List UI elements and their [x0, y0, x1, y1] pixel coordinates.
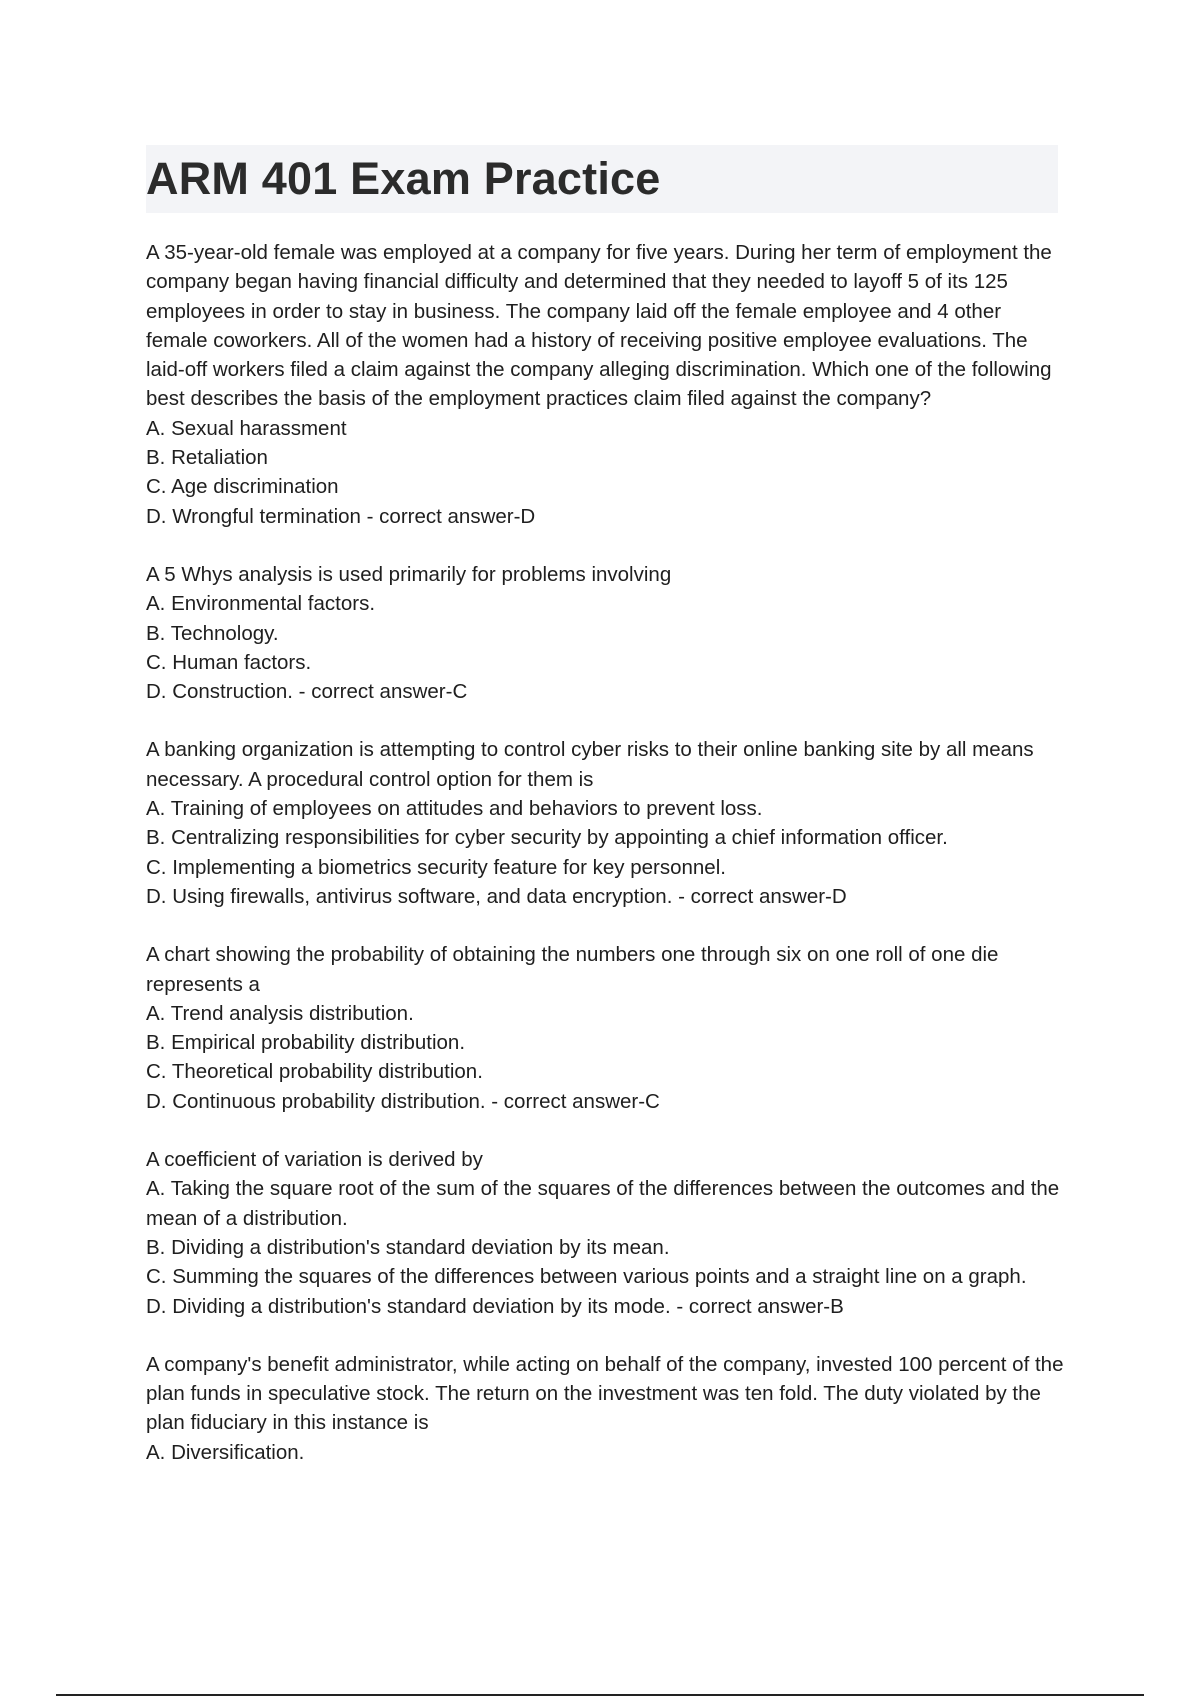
answer-option-d: D. Continuous probability distribution. - correct answer-C	[146, 1089, 660, 1113]
answer-option-c: C. Implementing a biometrics security feature for key personnel.	[146, 855, 726, 879]
answer-option-a: A. Environmental factors.	[146, 592, 376, 616]
question-1	[146, 238, 1066, 531]
question-2	[146, 560, 1066, 706]
answer-option-c: C. Summing the squares of the differences between various points and a straight line on a graph.	[146, 1265, 1027, 1289]
answer-option-c: C. Theoretical probability distribution.	[146, 1060, 483, 1084]
question-stem: A banking organization is attempting to control cyber risks to their online banking site by all means necessary. A procedural control option for them is	[146, 738, 1034, 791]
question-5	[146, 1145, 1066, 1321]
question-stem: A coefficient of variation is derived by	[146, 1148, 483, 1172]
answer-option-b: B. Retaliation	[146, 446, 268, 470]
question-3	[146, 735, 1066, 911]
question-6	[146, 1350, 1066, 1467]
answer-option-d: D. Dividing a distribution's standard deviation by its mode. - correct answer-B	[146, 1294, 844, 1318]
answer-option-a: A. Trend analysis distribution.	[146, 1001, 414, 1025]
answer-option-c: C. Human factors.	[146, 650, 312, 674]
question-list	[146, 238, 1066, 1496]
answer-option-d: D. Using firewalls, antivirus software, and data encryption. - correct answer-D	[146, 884, 847, 908]
question-stem: A 5 Whys analysis is used primarily for problems involving	[146, 562, 672, 586]
answer-option-a: A. Sexual harassment	[146, 416, 347, 440]
answer-option-b: B. Dividing a distribution's standard deviation by its mean.	[146, 1235, 670, 1259]
question-4	[146, 940, 1066, 1116]
answer-option-b: B. Technology.	[146, 621, 279, 645]
page-title: ARM 401 Exam Practice	[146, 153, 661, 204]
question-stem: A chart showing the probability of obtaining the numbers one through six on one roll of one die represents a	[146, 943, 999, 996]
answer-option-b: B. Centralizing responsibilities for cyber security by appointing a chief information officer.	[146, 826, 948, 850]
title-banner	[146, 145, 1058, 213]
answer-option-a: A. Diversification.	[146, 1440, 305, 1464]
answer-option-d: D. Construction. - correct answer-C	[146, 680, 468, 704]
answer-option-a: A. Training of employees on attitudes and behaviors to prevent loss.	[146, 797, 763, 821]
question-stem: A company's benefit administrator, while acting on behalf of the company, invested 100 percent of the plan funds in speculative stock. The return on the investment was ten fold. The duty violated by the plan fiduciary in this instance is	[146, 1352, 1064, 1435]
answer-option-a: A. Taking the square root of the sum of the squares of the differences between the outcomes and the mean of a distribution.	[146, 1177, 1060, 1230]
footer-divider	[56, 1694, 1144, 1696]
answer-option-b: B. Empirical probability distribution.	[146, 1031, 466, 1055]
answer-option-c: C. Age discrimination	[146, 475, 339, 499]
question-stem: A 35-year-old female was employed at a company for five years. During her term of employment the company began having financial difficulty and determined that they needed to layoff 5 of its 125 employees in order to stay in business. The company laid off the female employee and 4 other female coworkers. All of the women had a history of receiving positive employee evaluations. The laid-off workers filed a claim against the company alleging discrimination. Which one of the following best describes the basis of the employment practices claim filed against the company?	[146, 241, 1052, 411]
answer-option-d: D. Wrongful termination - correct answer-D	[146, 504, 536, 528]
